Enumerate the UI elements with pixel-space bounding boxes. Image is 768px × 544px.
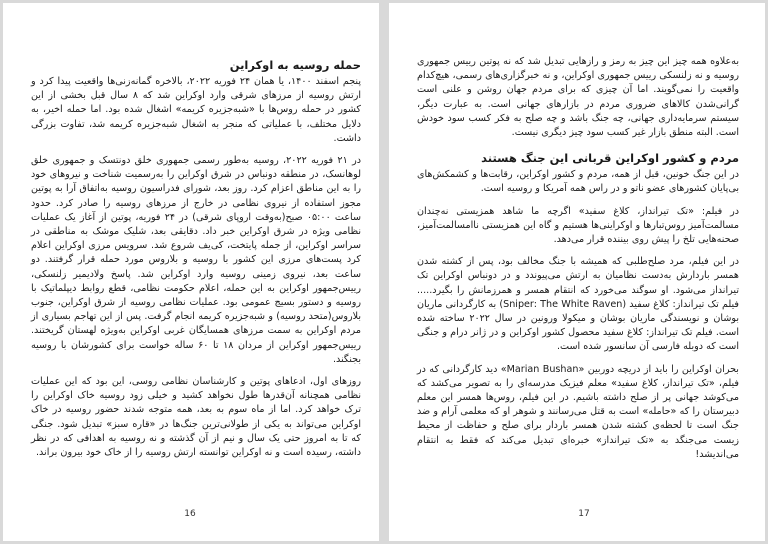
- left-page: [3, 3, 379, 541]
- left-paragraph-1: پنجم اسفند ۱۴۰۰، یا همان ۲۴ فوریه ۲۰۲۲، بالاخره گمانه‌زنی‌ها واقعیت پیدا کرد و ارتش روسیه از مرزهای شرقی وارد اوکراین شد که ۸ سال قبل بخشی از این کشور در حمله روس‌ها با «شبه‌جزیره کریمه» اشغال شده بود. اما حمله اخیر، به دلایل مختلف، با عملیاتی که منجر به اشغال شبه‌جزیره کریمه شد، تفاوت بزرگی داشت.: [31, 76, 361, 144]
- left-paragraph-2: در ۲۱ فوریه ۲۰۲۲، روسیه به‌طور رسمی جمهوری خلق دونتسک و جمهوری خلق لوهانسک، در منطقه دونباس در شرق اوکراین را به‌رسمیت شناخت و نیروهای خود را به این مناطق اعزام کرد. روز بعد، شورای فدراسیون روسیه به‌اتفاق آرا به پوتین مجوز استفاده از نیروی نظامی در خارج از مرزهای روسیه را صادر کرد. حدود ساعت ۰۵:۰۰ صبح(به‌وقت اروپای شرقی) در ۲۴ فوریه، پوتین از آغاز یک عملیات نظامی ویژه در شرق اوکراین خبر داد. دقایقی بعد، شلیک موشک به مناطقی در سراسر اوکراین، از جمله پایتخت، کی‌یف شروع شد. سرویس مرزی اوکراین اعلام کرد پست‌های مرزی این کشور با روسیه و بلاروس مورد حمله قرار گرفتند. دو ساعت بعد، نیروی زمینی روسیه وارد اوکراین شد. پاسخ ولادیمیر زلنسکی، رییس‌جمهور اوکراین به این حمله، اعلام حکومت نظامی، قطع روابط دیپلماتیک با روسیه و دستور بسیج عمومی بود. عملیات نظامی روسیه از شرق اوکراین، جنوب بلاروس(متحد روسیه) و شبه‌جزیره کریمه انجام گرفت. پس از این تهاجم بسیاری از مردم اوکراین به سمت مرزهای همسایگان غربی اوکراین به‌ویژه لهستان گریختند. رییس‌جمهور اوکراین از مردان ۱۸ تا ۶۰ ساله خواست برای کشورشان با روسیه بجنگند.: [31, 155, 362, 365]
- right-paragraph-1: در این جنگ خونین، قبل از همه، مردم و کشور اوکراین، رقابت‌ها و کشمکش‌های بی‌پایان کشورهای عضو ناتو و در راس همه آمریکا و روسیه است.: [417, 169, 739, 195]
- left-page-text: [31, 55, 361, 468]
- right-page: [389, 3, 765, 541]
- right-page-heading: مردم و کشور اوکراین قربانی این جنگ هستند: [481, 151, 739, 166]
- right-paragraph-2: در فیلم: «تک تیرانداز، کلاغ سفید» اگرچه ما شاهد همزیستی نه‌چندان مسالمت‌آمیز روس‌تبارها و اوکراینی‌ها هستیم و گاه این همزیستی ناامسالمت‌آمیز، صحنه‌هایی تلخ را پیش روی بیننده قرار می‌دهد.: [417, 205, 739, 246]
- left-page-heading: حمله روسیه به اوکراین: [229, 58, 361, 72]
- right-page-number: 17: [578, 509, 590, 519]
- right-paragraph-3: در این فیلم، مرد صلح‌طلبی که همیشه با جنگ مخالف بود، پس از کشته شدن همسر باردارش به‌دست نظامیان به ارتش می‌پیوندد و در دونباس اوکراین تک تیرانداز می‌شود. او سوگند می‌خورد که انتقام همسر و همرزمانش را بگیرد..... فیلم تک تیرانداز: کلاغ سفید (Sniper: The White Raven) به کارگردانی ماریان بوشان و نویسندگی ماریان بوشان و میکولا ورونین در سال ۲۰۲۲ ساخته شده است. فیلم تک تیرانداز: کلاغ سفید محصول کشور اوکراین و در ژانر درام و جنگی است که دوبله فارسی آن سانسور شده است.: [417, 256, 739, 353]
- left-paragraph-3: روزهای اول، ادعاهای پوتین و کارشناسان نظامی روسی، این بود که این عملیات نظامی همچنانه آن‌قدرها طول نخواهد کشید و خیلی زود روسیه خاک اوکراین را ترک خواهد کرد. اما از ماه سوم به بعد، همه متوجه شدند حضور روسیه در خاک اوکراین می‌تواند به یکی از طولانی‌ترین جنگ‌ها در «قاره سبز» تبدیل شود. جنگی که تا به امروز حتی یک سال و نیم از آن گذشته و نه روسیه به اهدافی که در نظر داشته، رسیده است و نه اوکراین توانسته ارتش روسیه را از خاک خود بیرون براند.: [31, 376, 361, 459]
- left-page-number: 16: [184, 509, 196, 519]
- right-paragraph-4: بحران اوکراین را باید از دریچه دوربین «Marian Bushan» دید کارگردانی که در فیلم، «تک تیرانداز، کلاغ سفید» معلم فیزیک مدرسه‌ای را به تصویر می‌کشد که می‌کوشد جهانی پر از صلح داشته باشیم. در این فیلم، روس‌ها همسر این معلم دبیرستان را که «حامله» است به قتل می‌رسانند و شوهر او که معلمی آرام و ضد جنگ است تا لحظه‌ی کشته شدن همسر باردار برای صلح و حفاظت از محیط زیست می‌جنگد به «تک تیرانداز» خبره‌ای تبدیل می‌کند که فقط به انتقام می‌اندیشد!: [417, 363, 739, 460]
- right-intro-paragraph: به‌علاوه همه چیز این چیز به رمز و رازهایی تبدیل شد که نه پوتین رییس جمهوری روسیه و نه زلنسکی رییس جمهوری اوکراین، و نه خبرگزاری‌های رسمی، هیچ‌کدام واقعیت را نمی‌گویند. اما آن چیزی که برای مردم جهان روشن و علنی است گرانی‌شدن کالاهای ضروری مردم در بازارهای جهانی است. به عبارت دیگر، سیستم سرمایه‌داری جهانی، چه جنگ باشد و چه صلح به فکر کسب سود خودش است. البته منطق بازار غیر کسب سود چیز دیگری نیست.: [417, 56, 739, 139]
- right-page-text: [417, 55, 739, 470]
